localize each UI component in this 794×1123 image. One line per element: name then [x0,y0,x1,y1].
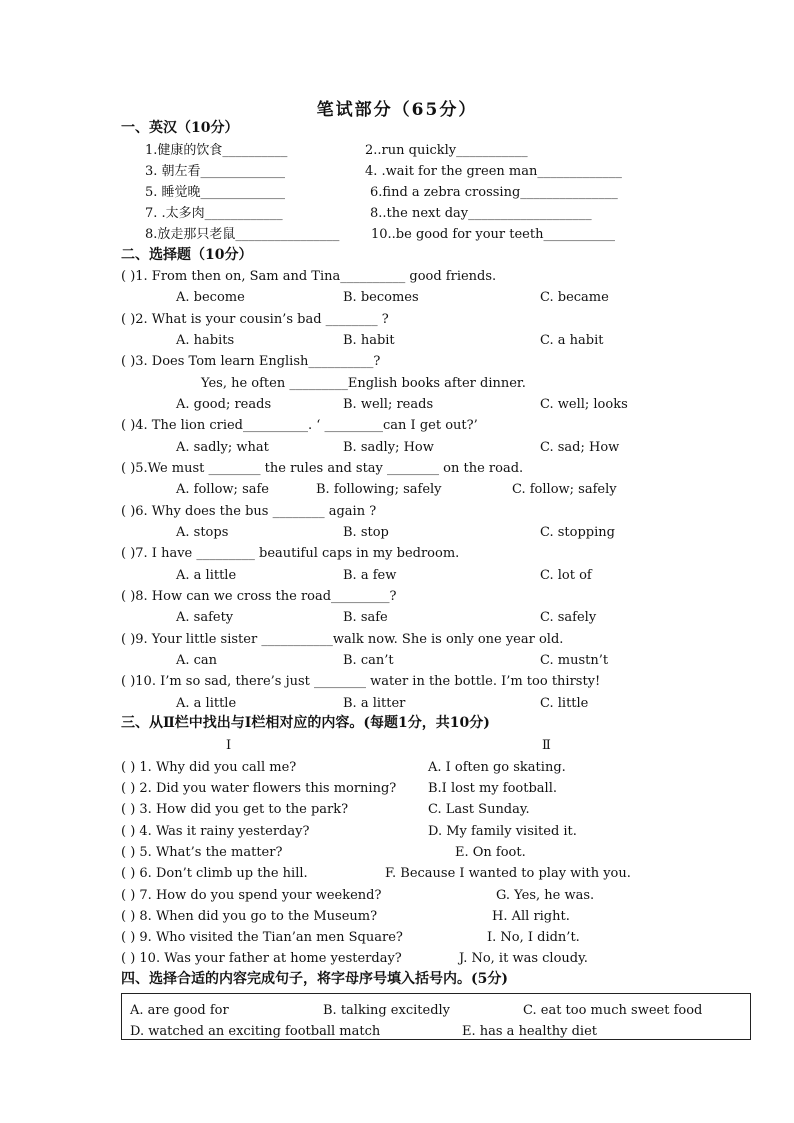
s2-q5-opt-b: B. following; safely [316,482,442,497]
s2-q9-opt-c: C. mustn’t [540,653,609,668]
s4-option-c: C. eat too much sweet food [523,1003,703,1018]
s1-item-3: 3. 朝左看_____________ [145,164,286,179]
s2-q6-opt-a: A. stops [176,525,229,540]
s1-item-10: 10..be good for your teeth___________ [371,227,615,242]
s4-option-e: E. has a healthy diet [462,1024,598,1039]
s3-right-1: A. I often go skating. [428,760,566,775]
s3-right-5: E. On foot. [455,845,526,860]
s3-right-2: B.I lost my football. [428,781,557,796]
s3-left-9: ( ) 9. Who visited the Tian’an men Square? [121,930,403,945]
section2-heading: 二、选择题（10分） [121,247,253,263]
s1-item-4: 4. .wait for the green man_____________ [365,164,622,179]
s2-q8-opt-c: C. safely [540,610,597,625]
s2-q3-opt-a: A. good; reads [176,397,272,412]
s1-item-7: 7. .太多肉____________ [145,206,283,221]
s2-q4-opt-c: C. sad; How [540,440,620,455]
s3-left-7: ( ) 7. How do you spend your weekend? [121,888,382,903]
s2-q3-opt-b: B. well; reads [343,397,434,412]
s2-q7: ( )7. I have _________ beautiful caps in my bedroom. [121,546,460,561]
s2-q1-opt-a: A. become [176,290,245,305]
s2-q9-opt-b: B. can’t [343,653,394,668]
s2-q2-opt-b: B. habit [343,333,395,348]
s3-right-3: C. Last Sunday. [428,802,530,817]
s1-item-9: 8.放走那只老鼠________________ [145,227,340,242]
s1-item-8: 8..the next day___________________ [370,206,592,221]
s4-option-b: B. talking excitedly [323,1003,451,1018]
s1-item-5: 5. 睡觉晚_____________ [145,185,286,200]
s3-column-1-label: Ⅰ [226,738,232,753]
s2-q10-opt-a: A. a little [176,696,237,711]
s2-q3-opt-c: C. well; looks [540,397,628,412]
s1-item-6: 6.find a zebra crossing_______________ [370,185,618,200]
s2-q1: ( )1. From then on, Sam and Tina__________ good friends. [121,269,497,284]
s2-q3-extra: Yes, he often _________English books after dinner. [201,376,526,391]
s2-q9-opt-a: A. can [176,653,218,668]
s2-q9: ( )9. Your little sister ___________walk now. She is only one year old. [121,632,564,647]
s2-q10-opt-b: B. a litter [343,696,406,711]
s3-left-1: ( ) 1. Why did you call me? [121,760,297,775]
s2-q6-opt-b: B. stop [343,525,389,540]
s3-right-10: J. No, it was cloudy. [459,951,588,966]
page-title: 笔试部分（65分） [316,100,478,120]
section4-heading: 四、选择合适的内容完成句子，将字母序号填入括号内。(5分) [121,971,508,987]
s2-q8: ( )8. How can we cross the road_________? [121,589,397,604]
s2-q10: ( )10. I’m so sad, there’s just ________ water in the bottle. I’m too thirsty! [121,674,601,689]
s2-q4: ( )4. The lion cried__________. ‘ _________can I get out?’ [121,418,478,433]
s3-right-9: I. No, I didn’t. [487,930,580,945]
s3-right-6: F. Because I wanted to play with you. [385,866,631,881]
s2-q2: ( )2. What is your cousin’s bad ________ ? [121,312,389,327]
s2-q4-opt-a: A. sadly; what [176,440,269,455]
s2-q8-opt-b: B. safe [343,610,388,625]
s4-option-d: D. watched an exciting football match [130,1024,381,1039]
s2-q5-opt-c: C. follow; safely [512,482,617,497]
section3-heading: 三、从Ⅱ栏中找出与Ⅰ栏相对应的内容。(每题1分，共10分) [121,715,490,731]
s3-left-2: ( ) 2. Did you water flowers this morning? [121,781,397,796]
s2-q1-opt-b: B. becomes [343,290,419,305]
s2-q5-opt-a: A. follow; safe [176,482,269,497]
s2-q1-opt-c: C. became [540,290,609,305]
s2-q7-opt-b: B. a few [343,568,397,583]
s3-left-6: ( ) 6. Don’t climb up the hill. [121,866,308,881]
s3-left-4: ( ) 4. Was it rainy yesterday? [121,824,310,839]
s2-q5: ( )5.We must ________ the rules and stay ________ on the road. [121,461,524,476]
s3-right-4: D. My family visited it. [428,824,577,839]
s3-column-2-label: Ⅱ [542,738,551,753]
s2-q10-opt-c: C. little [540,696,589,711]
s3-left-8: ( ) 8. When did you go to the Museum? [121,909,378,924]
s3-left-3: ( ) 3. How did you get to the park? [121,802,349,817]
s1-item-2: 2..run quickly___________ [365,143,528,158]
s3-left-10: ( ) 10. Was your father at home yesterday? [121,951,402,966]
s2-q6-opt-c: C. stopping [540,525,615,540]
s2-q3: ( )3. Does Tom learn English__________? [121,354,381,369]
s3-left-5: ( ) 5. What’s the matter? [121,845,283,860]
s2-q2-opt-c: C. a habit [540,333,604,348]
s2-q7-opt-a: A. a little [176,568,237,583]
s4-option-a: A. are good for [130,1003,229,1018]
s1-item-1: 1.健康的饮食__________ [145,143,288,158]
s2-q2-opt-a: A. habits [176,333,235,348]
s2-q4-opt-b: B. sadly; How [343,440,434,455]
s2-q8-opt-a: A. safety [176,610,234,625]
section1-heading: 一、英汉（10分） [121,120,239,136]
s3-right-7: G. Yes, he was. [496,888,595,903]
s2-q7-opt-c: C. lot of [540,568,592,583]
s2-q6: ( )6. Why does the bus ________ again ? [121,504,377,519]
s3-right-8: H. All right. [492,909,570,924]
